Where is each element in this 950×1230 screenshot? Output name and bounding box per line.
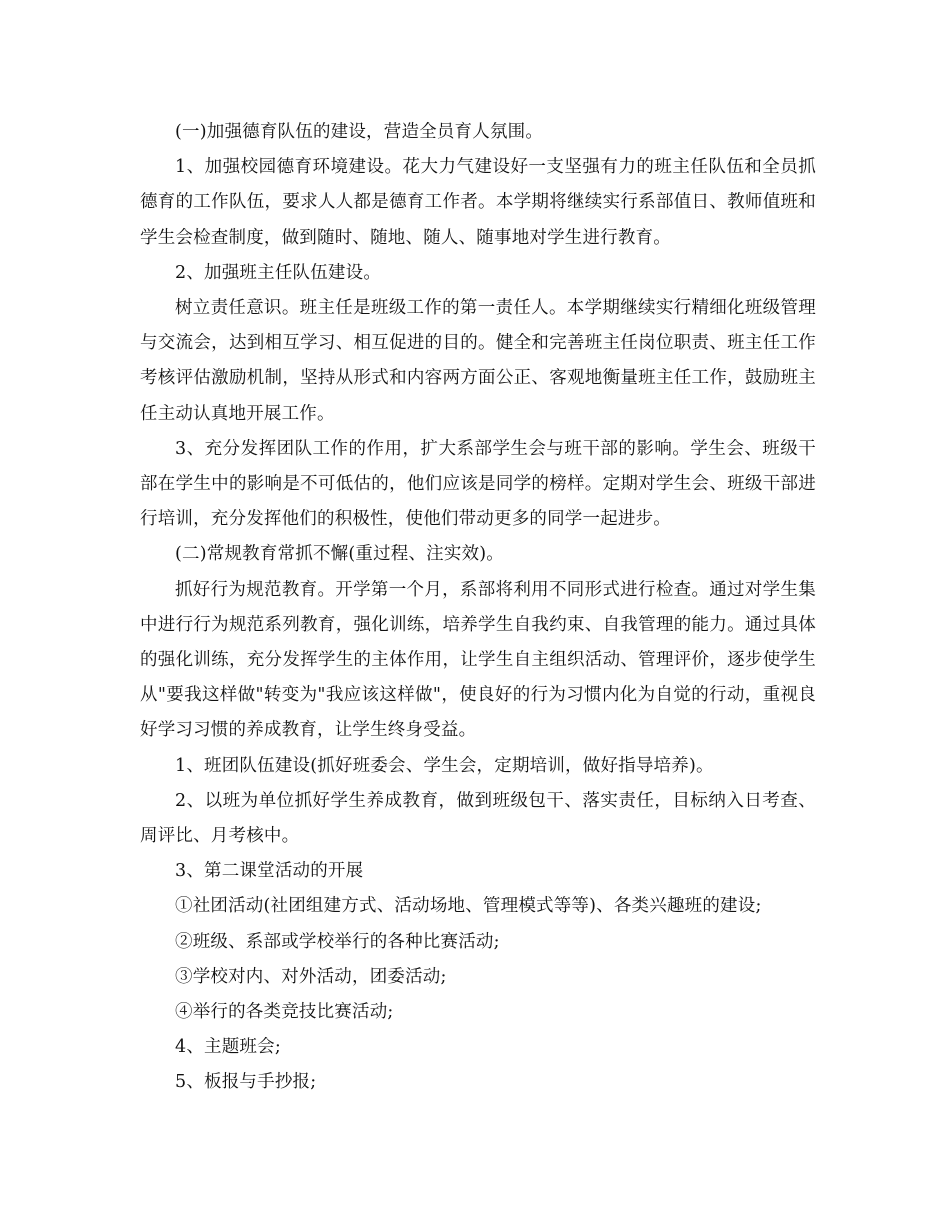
list-item-1: 1、班团队伍建设(抓好班委会、学生会，定期培训，做好指导培养)。	[175, 755, 714, 776]
list-item-3: 3、第二课堂活动的开展	[175, 861, 364, 882]
sub-list-item-2: ②班级、系部或学校举行的各种比赛活动;	[175, 931, 500, 952]
sub-list-item-4: ④举行的各类竞技比赛活动;	[175, 1002, 394, 1023]
paragraph-item-3: 3、充分发挥团队工作的作用，扩大系部学生会与班干部的影响。学生会、班级干部在学生中的影响是不可低估的，他们应该是同学的榜样。定期对学生会、班级干部进行培训，充分发挥他们的积极性，使他们带动更多的同学一起进步。	[140, 438, 816, 530]
document-body	[140, 115, 816, 1101]
list-item-5: 5、板报与手抄报;	[175, 1072, 317, 1093]
sub-list-item-1: ①社团活动(社团组建方式、活动场地、管理模式等等)、各类兴趣班的建设;	[175, 896, 762, 917]
paragraph-item-2: 2、加强班主任队伍建设。	[175, 262, 382, 283]
paragraph-body-2: 抓好行为规范教育。开学第一个月，系部将利用不同形式进行检查。通过对学生集中进行行为规范系列教育，强化训练，培养学生自我约束、自我管理的能力。通过具体的强化训练，充分发挥学生的主体作用，让学生自主组织活动、管理评价，逐步使学生从"要我这样做"转变为"我应该这样做"，使良好的行为习惯内化为自觉的行动，重视良好学习习惯的养成教育，让学生终身受益。	[140, 579, 816, 741]
list-item-2: 2、以班为单位抓好学生养成教育，做到班级包干、落实责任，目标纳入日考查、周评比、月考核中。	[140, 790, 816, 847]
list-item-4: 4、主题班会;	[175, 1037, 281, 1058]
sub-list-item-3: ③学校对内、对外活动，团委活动;	[175, 966, 447, 987]
paragraph-body-1: 树立责任意识。班主任是班级工作的第一责任人。本学期继续实行精细化班级管理与交流会，达到相互学习、相互促进的目的。健全和完善班主任岗位职责、班主任工作考核评估激励机制，坚持从形式和内容两方面公正、客观地衡量班主任工作，鼓励班主任主动认真地开展工作。	[140, 298, 816, 424]
paragraph-item-1: 1、加强校园德育环境建设。花大力气建设好一支坚强有力的班主任队伍和全员抓德育的工作队伍，要求人人都是德育工作者。本学期将继续实行系部值日、教师值班和学生会检查制度，做到随时、随地、随人、随事地对学生进行教育。	[140, 157, 816, 248]
section-heading-1: (一)加强德育队伍的建设，营造全员育人氛围。	[175, 122, 544, 142]
section-heading-2: (二)常规教育常抓不懈(重过程、注实效)。	[175, 544, 505, 565]
